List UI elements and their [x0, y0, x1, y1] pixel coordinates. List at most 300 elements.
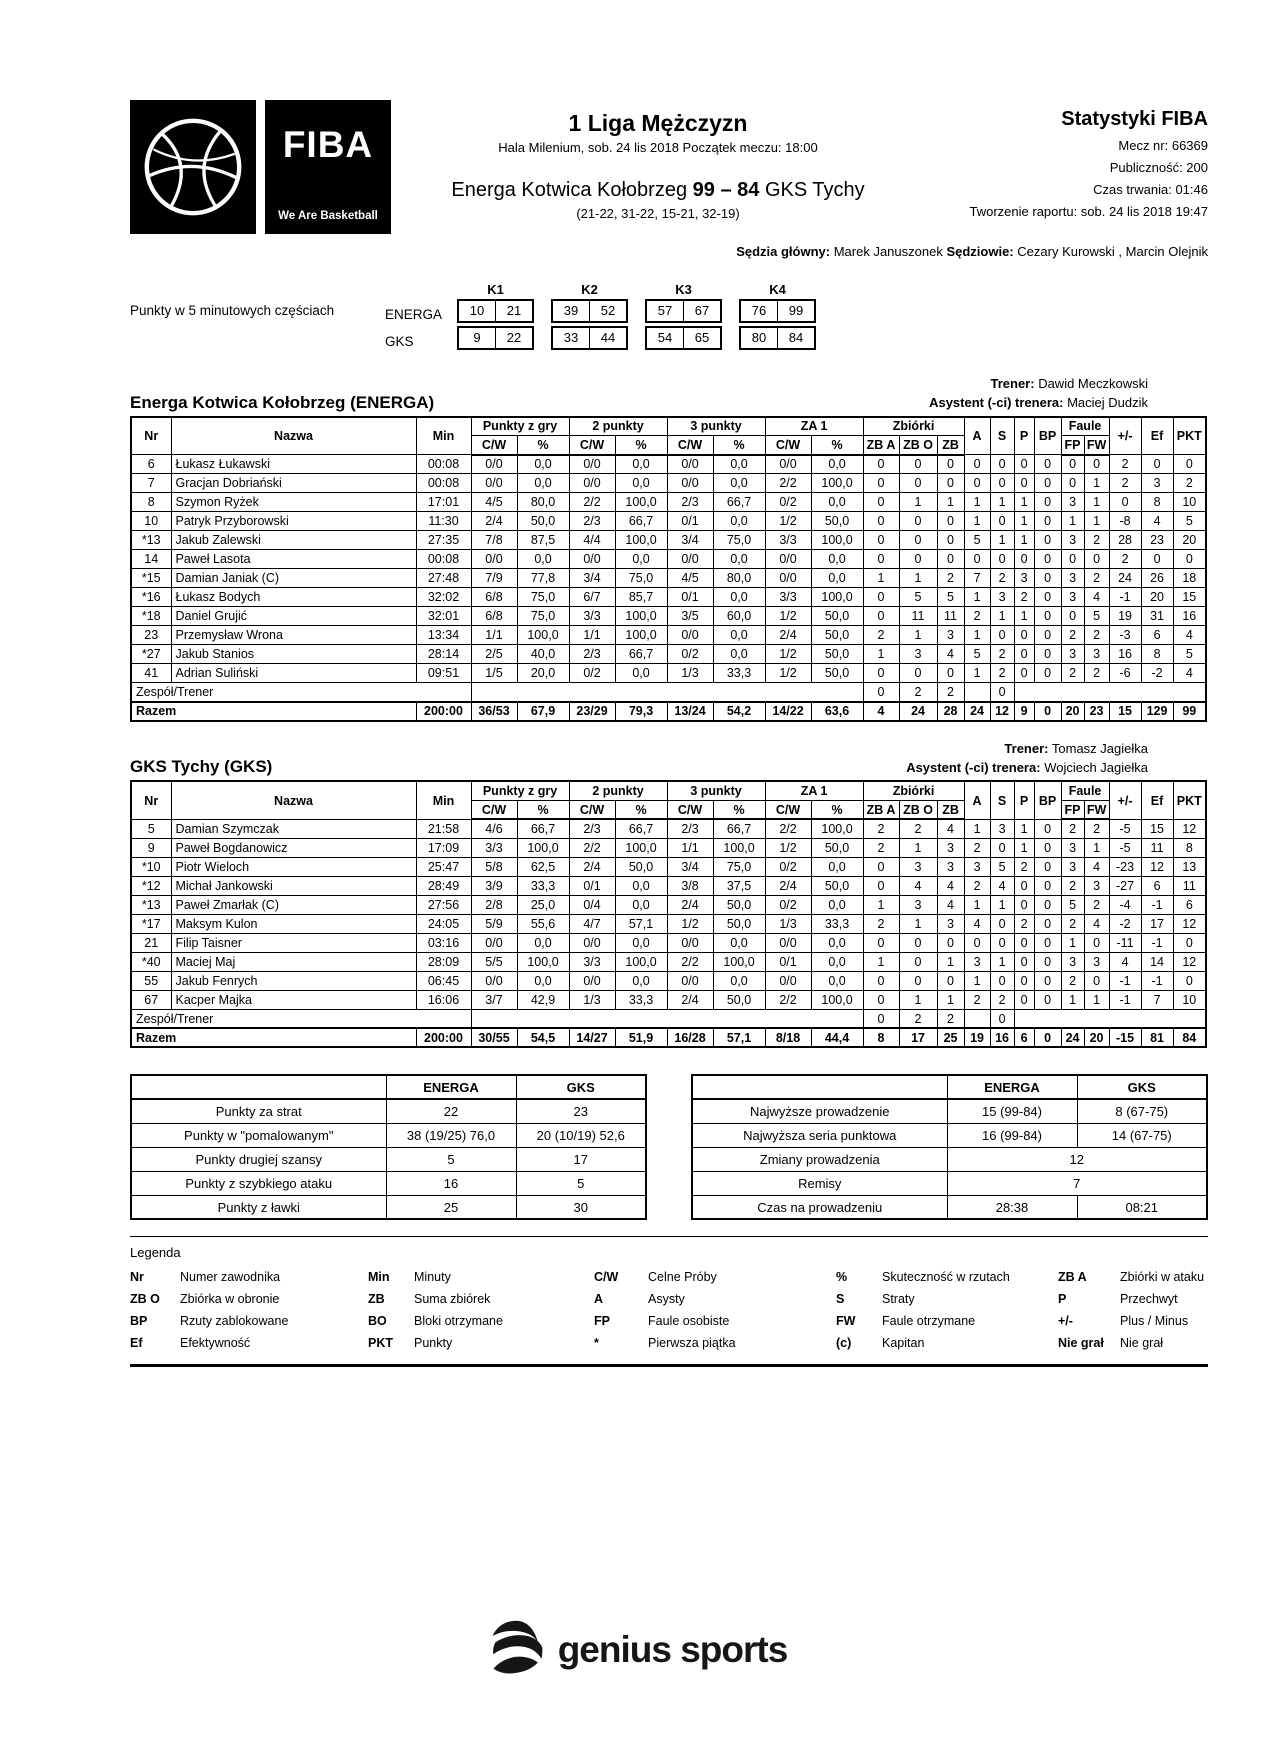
stat-cell: 0/1: [569, 876, 615, 895]
legend-abbr: FP: [594, 1314, 610, 1329]
stat-cell: 33,3: [811, 914, 863, 933]
quarter-score-cell: 39: [563, 303, 579, 318]
stat-cell: 5: [1061, 895, 1084, 914]
stat-cell: 6: [1141, 626, 1173, 645]
player-row: [131, 455, 1206, 474]
report-meta-block: [918, 100, 1208, 234]
stat-cell: 0/0: [667, 933, 713, 952]
stat-cell: 25:47: [416, 857, 471, 876]
stat-cell: 27:35: [416, 531, 471, 550]
summary-value: 16 (99-84): [947, 1123, 1077, 1147]
column-header: C/W: [667, 436, 713, 455]
stat-cell: 1: [1014, 493, 1034, 512]
stat-cell: 0: [863, 607, 899, 626]
stat-cell: 0: [937, 550, 964, 569]
column-header: Punkty z gry: [471, 781, 569, 800]
stat-cell: 0: [990, 474, 1014, 493]
fiba-tagline: We Are Basketball: [278, 210, 378, 222]
stat-cell: 0: [937, 531, 964, 550]
stat-cell: 0/0: [569, 474, 615, 493]
stat-cell: 0: [1034, 664, 1061, 683]
stat-cell: 12: [1141, 857, 1173, 876]
summary-label: Punkty z szybkiego ataku: [131, 1171, 386, 1195]
stat-cell: 75,0: [517, 588, 569, 607]
stat-cell: 4: [937, 895, 964, 914]
stat-cell: 1/2: [765, 607, 811, 626]
stat-cell: 50,0: [811, 838, 863, 857]
stat-cell: 1: [937, 952, 964, 971]
player-row: [131, 626, 1206, 645]
legend-desc: Zbiórka w obronie: [180, 1292, 280, 1307]
legend-abbr: BO: [368, 1314, 387, 1329]
stat-cell: 0: [937, 933, 964, 952]
stat-cell: 0,0: [713, 971, 765, 990]
summary-value: 7: [947, 1171, 1207, 1195]
stat-cell: 11: [937, 607, 964, 626]
legend-desc: Efektywność: [180, 1336, 251, 1351]
column-header: Nr: [131, 417, 171, 455]
quarter-score-pair: [457, 299, 534, 323]
stat-cell: 3: [1061, 952, 1084, 971]
stat-cell: 50,0: [517, 512, 569, 531]
player-name: Paweł Bogdanowicz: [171, 838, 416, 857]
stat-cell: 66,7: [615, 819, 667, 838]
stat-cell: 2: [1109, 550, 1141, 569]
stat-cell: 0: [1084, 933, 1109, 952]
stat-cell: 20: [1061, 702, 1084, 721]
stat-cell: 4: [1109, 952, 1141, 971]
stat-cell: 1: [899, 838, 937, 857]
legend-abbr: +/-: [1058, 1314, 1073, 1329]
report-created: Tworzenie raportu: sob. 24 lis 2018 19:47: [969, 204, 1208, 219]
stat-cell: 0: [1141, 550, 1173, 569]
stat-cell: 0: [1014, 952, 1034, 971]
player-name: Paweł Lasota: [171, 550, 416, 569]
stat-cell: 0/0: [765, 550, 811, 569]
quarter-period-label: K4: [769, 282, 786, 297]
stat-cell: 2: [1084, 626, 1109, 645]
stat-cell: 13: [1173, 857, 1206, 876]
stat-cell: 2: [1084, 664, 1109, 683]
stat-cell: 0: [1014, 474, 1034, 493]
stat-cell: 2/3: [569, 645, 615, 664]
stat-cell: 5: [1173, 645, 1206, 664]
stat-cell: 6/8: [471, 607, 517, 626]
column-header: 2 punkty: [569, 781, 667, 800]
stat-cell: 1: [964, 819, 990, 838]
stat-cell: 0: [1034, 819, 1061, 838]
summary-value: 22: [386, 1099, 516, 1123]
player-row: [131, 990, 1206, 1009]
column-header: FP: [1061, 800, 1084, 819]
summary-row-item: [692, 1147, 1207, 1171]
stat-cell: 4: [964, 914, 990, 933]
column-header: FP: [1061, 436, 1084, 455]
summary-value: 28:38: [947, 1195, 1077, 1219]
quarter-group: [457, 281, 534, 357]
stat-cell: 2/4: [667, 895, 713, 914]
stat-cell: 1: [937, 493, 964, 512]
column-header: A: [964, 417, 990, 455]
stat-cell: 2/2: [667, 952, 713, 971]
stat-cell: 0: [990, 455, 1014, 474]
report-header: [130, 100, 1208, 234]
player-row: [131, 971, 1206, 990]
stat-cell: 0: [964, 474, 990, 493]
stat-cell: 0,0: [713, 933, 765, 952]
quarter-score-cell: 10: [469, 303, 485, 318]
quarter-score-cell: 54: [657, 330, 673, 345]
stat-cell: 1: [990, 493, 1014, 512]
stat-cell: 3: [990, 588, 1014, 607]
stat-cell: 0/0: [667, 971, 713, 990]
stat-cell: 0: [1084, 971, 1109, 990]
legend-desc: Punkty: [414, 1336, 453, 1351]
column-header: %: [811, 800, 863, 819]
stat-cell: 3: [899, 895, 937, 914]
quarter-group: [645, 281, 722, 357]
stat-cell: 3: [1061, 588, 1084, 607]
stat-cell: 0,0: [713, 588, 765, 607]
stat-cell: 0: [899, 455, 937, 474]
stat-cell: 62,5: [517, 857, 569, 876]
column-header: ZB A: [863, 800, 899, 819]
column-header: S: [990, 417, 1014, 455]
player-name: Maciej Maj: [171, 952, 416, 971]
stat-cell: 99: [1173, 702, 1206, 721]
stat-cell: 0,0: [615, 876, 667, 895]
stat-cell: 2: [1084, 819, 1109, 838]
stat-cell: 0,0: [615, 455, 667, 474]
legend-desc: Numer zawodnika: [180, 1270, 281, 1285]
stat-cell: 24: [1109, 569, 1141, 588]
stat-cell: 0/0: [569, 550, 615, 569]
stat-cell: 2/2: [569, 838, 615, 857]
legend-abbr: P: [1058, 1292, 1067, 1307]
legend-abbr: BP: [130, 1314, 148, 1329]
player-row: [131, 550, 1206, 569]
summary-header: GKS: [1077, 1075, 1207, 1099]
stat-cell: 2: [863, 819, 899, 838]
stat-cell: 0: [1034, 474, 1061, 493]
coach-lines: [929, 375, 1148, 413]
stat-cell: 0/0: [569, 971, 615, 990]
stat-cell: 100,0: [811, 474, 863, 493]
stat-cell: 54,2: [713, 702, 765, 721]
stat-cell: -8: [1109, 512, 1141, 531]
legend-desc: Rzuty zablokowane: [180, 1314, 289, 1329]
column-header: FW: [1084, 436, 1109, 455]
totals-row: [131, 702, 1206, 721]
stat-cell: 15: [1109, 702, 1141, 721]
stat-cell: 28:09: [416, 952, 471, 971]
stat-cell: 0: [1034, 933, 1061, 952]
stat-cell: 0,0: [517, 455, 569, 474]
stat-cell: 23: [131, 626, 171, 645]
stat-cell: 1: [1084, 838, 1109, 857]
stat-cell: 100,0: [811, 588, 863, 607]
stat-cell: 3: [964, 857, 990, 876]
stat-cell: 19: [964, 1028, 990, 1047]
column-header: +/-: [1109, 417, 1141, 455]
stat-cell: 24: [964, 702, 990, 721]
stat-cell: 11: [1141, 838, 1173, 857]
stat-cell: 4: [863, 702, 899, 721]
column-header: P: [1014, 781, 1034, 819]
stat-cell: 0,0: [517, 550, 569, 569]
column-header: Nazwa: [171, 417, 416, 455]
stat-cell: 79,3: [615, 702, 667, 721]
player-name: Paweł Zmarłak (C): [171, 895, 416, 914]
stat-cell: 8/18: [765, 1028, 811, 1047]
stat-cell: 0,0: [713, 474, 765, 493]
summary-row-item: [131, 1099, 646, 1123]
stat-cell: 1/2: [765, 664, 811, 683]
stat-cell: 50,0: [811, 645, 863, 664]
stat-cell: 1: [937, 990, 964, 1009]
player-row: [131, 493, 1206, 512]
summary-row-item: [131, 1171, 646, 1195]
stat-cell: 11: [899, 607, 937, 626]
stat-cell: 0: [863, 857, 899, 876]
stat-cell: 00:08: [416, 474, 471, 493]
stat-cell: 85,7: [615, 588, 667, 607]
legend-abbr: ZB O: [130, 1292, 160, 1307]
stat-cell: 0,0: [517, 971, 569, 990]
summary-header: ENERGA: [386, 1075, 516, 1099]
stat-cell: 129: [1141, 702, 1173, 721]
coach-label: Trener:: [990, 376, 1035, 391]
stat-cell: 0: [899, 531, 937, 550]
stat-cell: 30/55: [471, 1028, 517, 1047]
stat-cell: *12: [131, 876, 171, 895]
stat-cell: 100,0: [615, 626, 667, 645]
stat-cell: 1: [1084, 474, 1109, 493]
stat-cell: 5/8: [471, 857, 517, 876]
stat-cell: 0/0: [471, 455, 517, 474]
stat-cell: 2/3: [667, 819, 713, 838]
stat-cell: 3: [990, 819, 1014, 838]
stat-cell: 2: [1061, 664, 1084, 683]
stat-cell: 23/29: [569, 702, 615, 721]
stat-cell: 28: [1109, 531, 1141, 550]
quarter-score-cell: 44: [589, 328, 626, 348]
quarter-score-pair: [645, 326, 722, 350]
column-header: %: [811, 436, 863, 455]
stat-cell: 2: [899, 683, 937, 702]
quarter-score-cell: 21: [495, 301, 532, 321]
stat-cell: 3: [1014, 569, 1034, 588]
legend-desc: Nie grał: [1120, 1336, 1164, 1351]
stat-cell: 1: [1014, 531, 1034, 550]
quarter-score-cell: 33: [563, 330, 579, 345]
stat-cell: 0/2: [667, 645, 713, 664]
stat-cell: 0: [1014, 455, 1034, 474]
column-header: ZB: [937, 436, 964, 455]
quarter-group: [739, 281, 816, 357]
stat-cell: 1: [990, 895, 1014, 914]
stat-cell: 0: [1034, 857, 1061, 876]
stat-cell: 0: [990, 550, 1014, 569]
column-header: %: [615, 800, 667, 819]
stat-cell: 1: [1061, 512, 1084, 531]
stat-cell: 100,0: [713, 952, 765, 971]
stat-cell: 5: [131, 819, 171, 838]
stat-cell: 11:30: [416, 512, 471, 531]
legend-abbr: *: [594, 1336, 599, 1351]
stat-cell: 6/8: [471, 588, 517, 607]
column-header: Zbiórki: [863, 417, 964, 436]
stat-cell: 0: [964, 455, 990, 474]
stat-cell: 100,0: [615, 493, 667, 512]
stat-cell: 1: [964, 626, 990, 645]
legend-desc: Bloki otrzymane: [414, 1314, 503, 1329]
player-name: Patryk Przyborowski: [171, 512, 416, 531]
quarter-score-pair: [551, 299, 628, 323]
stat-cell: 0: [990, 683, 1014, 702]
stat-cell: 1/2: [667, 914, 713, 933]
stat-cell: 1: [1014, 819, 1034, 838]
column-header: Faule: [1061, 417, 1109, 436]
stat-cell: 0: [1014, 645, 1034, 664]
stat-cell: 0/0: [765, 569, 811, 588]
totals-label: Razem: [131, 1028, 416, 1047]
stat-cell: 2/4: [765, 876, 811, 895]
stat-cell: 3: [1084, 645, 1109, 664]
stat-cell: 0: [1014, 664, 1034, 683]
referees-label: Sędziowie:: [946, 244, 1014, 259]
stat-cell: 0: [899, 474, 937, 493]
stat-cell: -1: [1109, 990, 1141, 1009]
legend-grid: [130, 1270, 1208, 1350]
legend-abbr: PKT: [368, 1336, 393, 1351]
referee-label: Sędzia główny:: [736, 244, 831, 259]
stat-cell: 0,0: [811, 933, 863, 952]
legend-abbr: %: [836, 1270, 848, 1285]
stat-cell: 75,0: [615, 569, 667, 588]
stat-cell: -27: [1109, 876, 1141, 895]
stat-cell: 0,0: [615, 933, 667, 952]
summary-value: 12: [947, 1147, 1207, 1171]
team-name: GKS Tychy (GKS): [130, 757, 273, 777]
summary-header: ENERGA: [947, 1075, 1077, 1099]
column-header: %: [615, 436, 667, 455]
stat-cell: 2: [899, 819, 937, 838]
stat-cell: 3: [899, 645, 937, 664]
player-row: [131, 895, 1206, 914]
stat-cell: 3: [1061, 838, 1084, 857]
stat-cell: 0: [990, 512, 1014, 531]
legend-abbr: Nie grał: [1058, 1336, 1104, 1351]
stat-cell: 2: [964, 838, 990, 857]
stat-cell: 33,3: [713, 664, 765, 683]
stat-cell: 1/1: [471, 626, 517, 645]
stat-cell: 0: [863, 664, 899, 683]
stat-cell: 51,9: [615, 1028, 667, 1047]
assistant-line: [929, 394, 1148, 413]
stat-cell: 0: [1014, 990, 1034, 1009]
stat-cell: 21: [131, 933, 171, 952]
stat-cell: 1: [899, 569, 937, 588]
stat-cell: 2: [1061, 971, 1084, 990]
stat-cell: 20,0: [517, 664, 569, 683]
stat-cell: 2: [1109, 455, 1141, 474]
stat-cell: 1: [899, 626, 937, 645]
stat-cell: 3/5: [667, 607, 713, 626]
stat-cell: 9: [1014, 702, 1034, 721]
column-header: Min: [416, 781, 471, 819]
referee-line: [130, 244, 1208, 259]
stat-cell: 100,0: [811, 990, 863, 1009]
column-header: 2 punkty: [569, 417, 667, 436]
stat-cell: 1: [1061, 933, 1084, 952]
stat-cell: 0: [1061, 455, 1084, 474]
stat-cell: 100,0: [517, 626, 569, 645]
legend-desc: Kapitan: [882, 1336, 925, 1351]
stat-cell: 3/3: [765, 531, 811, 550]
stat-cell: 2/2: [569, 493, 615, 512]
stat-cell: 0: [937, 512, 964, 531]
stat-cell: 10: [1173, 493, 1206, 512]
stat-cell: 0: [1141, 455, 1173, 474]
quarter-period-label: K3: [675, 282, 692, 297]
stat-cell: 4: [937, 819, 964, 838]
stat-cell: 3: [1084, 876, 1109, 895]
stat-cell: 2: [937, 1009, 964, 1028]
column-header: ZB O: [899, 800, 937, 819]
stat-cell: 4/5: [667, 569, 713, 588]
stat-cell: 21:58: [416, 819, 471, 838]
stat-cell: 17:09: [416, 838, 471, 857]
stat-cell: 03:16: [416, 933, 471, 952]
stat-cell: 32:01: [416, 607, 471, 626]
quarter-score-cell: 57: [657, 303, 673, 318]
stat-cell: 67,9: [517, 702, 569, 721]
summary-label: Punkty drugiej szansy: [131, 1147, 386, 1171]
stat-cell: 0,0: [811, 493, 863, 512]
coach-line: [929, 375, 1148, 394]
player-row: [131, 914, 1206, 933]
stat-cell: 28:49: [416, 876, 471, 895]
quarter-groups: [457, 281, 833, 357]
stat-cell: 26: [1141, 569, 1173, 588]
player-row: [131, 531, 1206, 550]
stat-cell: 3/3: [765, 588, 811, 607]
match-title-block: [398, 100, 918, 234]
summary-label: Punkty w "pomalowanym": [131, 1123, 386, 1147]
stat-cell: 75,0: [517, 607, 569, 626]
stat-cell: 15: [1173, 588, 1206, 607]
player-row: [131, 645, 1206, 664]
stat-cell: 1: [964, 895, 990, 914]
assistant-label: Asystent (-ci) trenera:: [906, 759, 1041, 775]
away-team-name: GKS Tychy: [764, 179, 865, 201]
stat-cell: 1: [990, 952, 1014, 971]
assistant-label: Asystent (-ci) trenera:: [929, 394, 1064, 410]
summary-label: Najwyższa seria punktowa: [692, 1123, 947, 1147]
legend-abbr: C/W: [594, 1270, 619, 1285]
stat-cell: 2: [990, 990, 1014, 1009]
summary-row-item: [692, 1123, 1207, 1147]
stat-cell: 0: [1034, 838, 1061, 857]
stat-cell: 20: [1141, 588, 1173, 607]
stat-cell: 50,0: [811, 626, 863, 645]
player-name: Jakub Fenrych: [171, 971, 416, 990]
stat-cell: 0: [863, 588, 899, 607]
column-header: %: [517, 800, 569, 819]
stat-cell: 54,5: [517, 1028, 569, 1047]
stat-cell: 5: [937, 588, 964, 607]
